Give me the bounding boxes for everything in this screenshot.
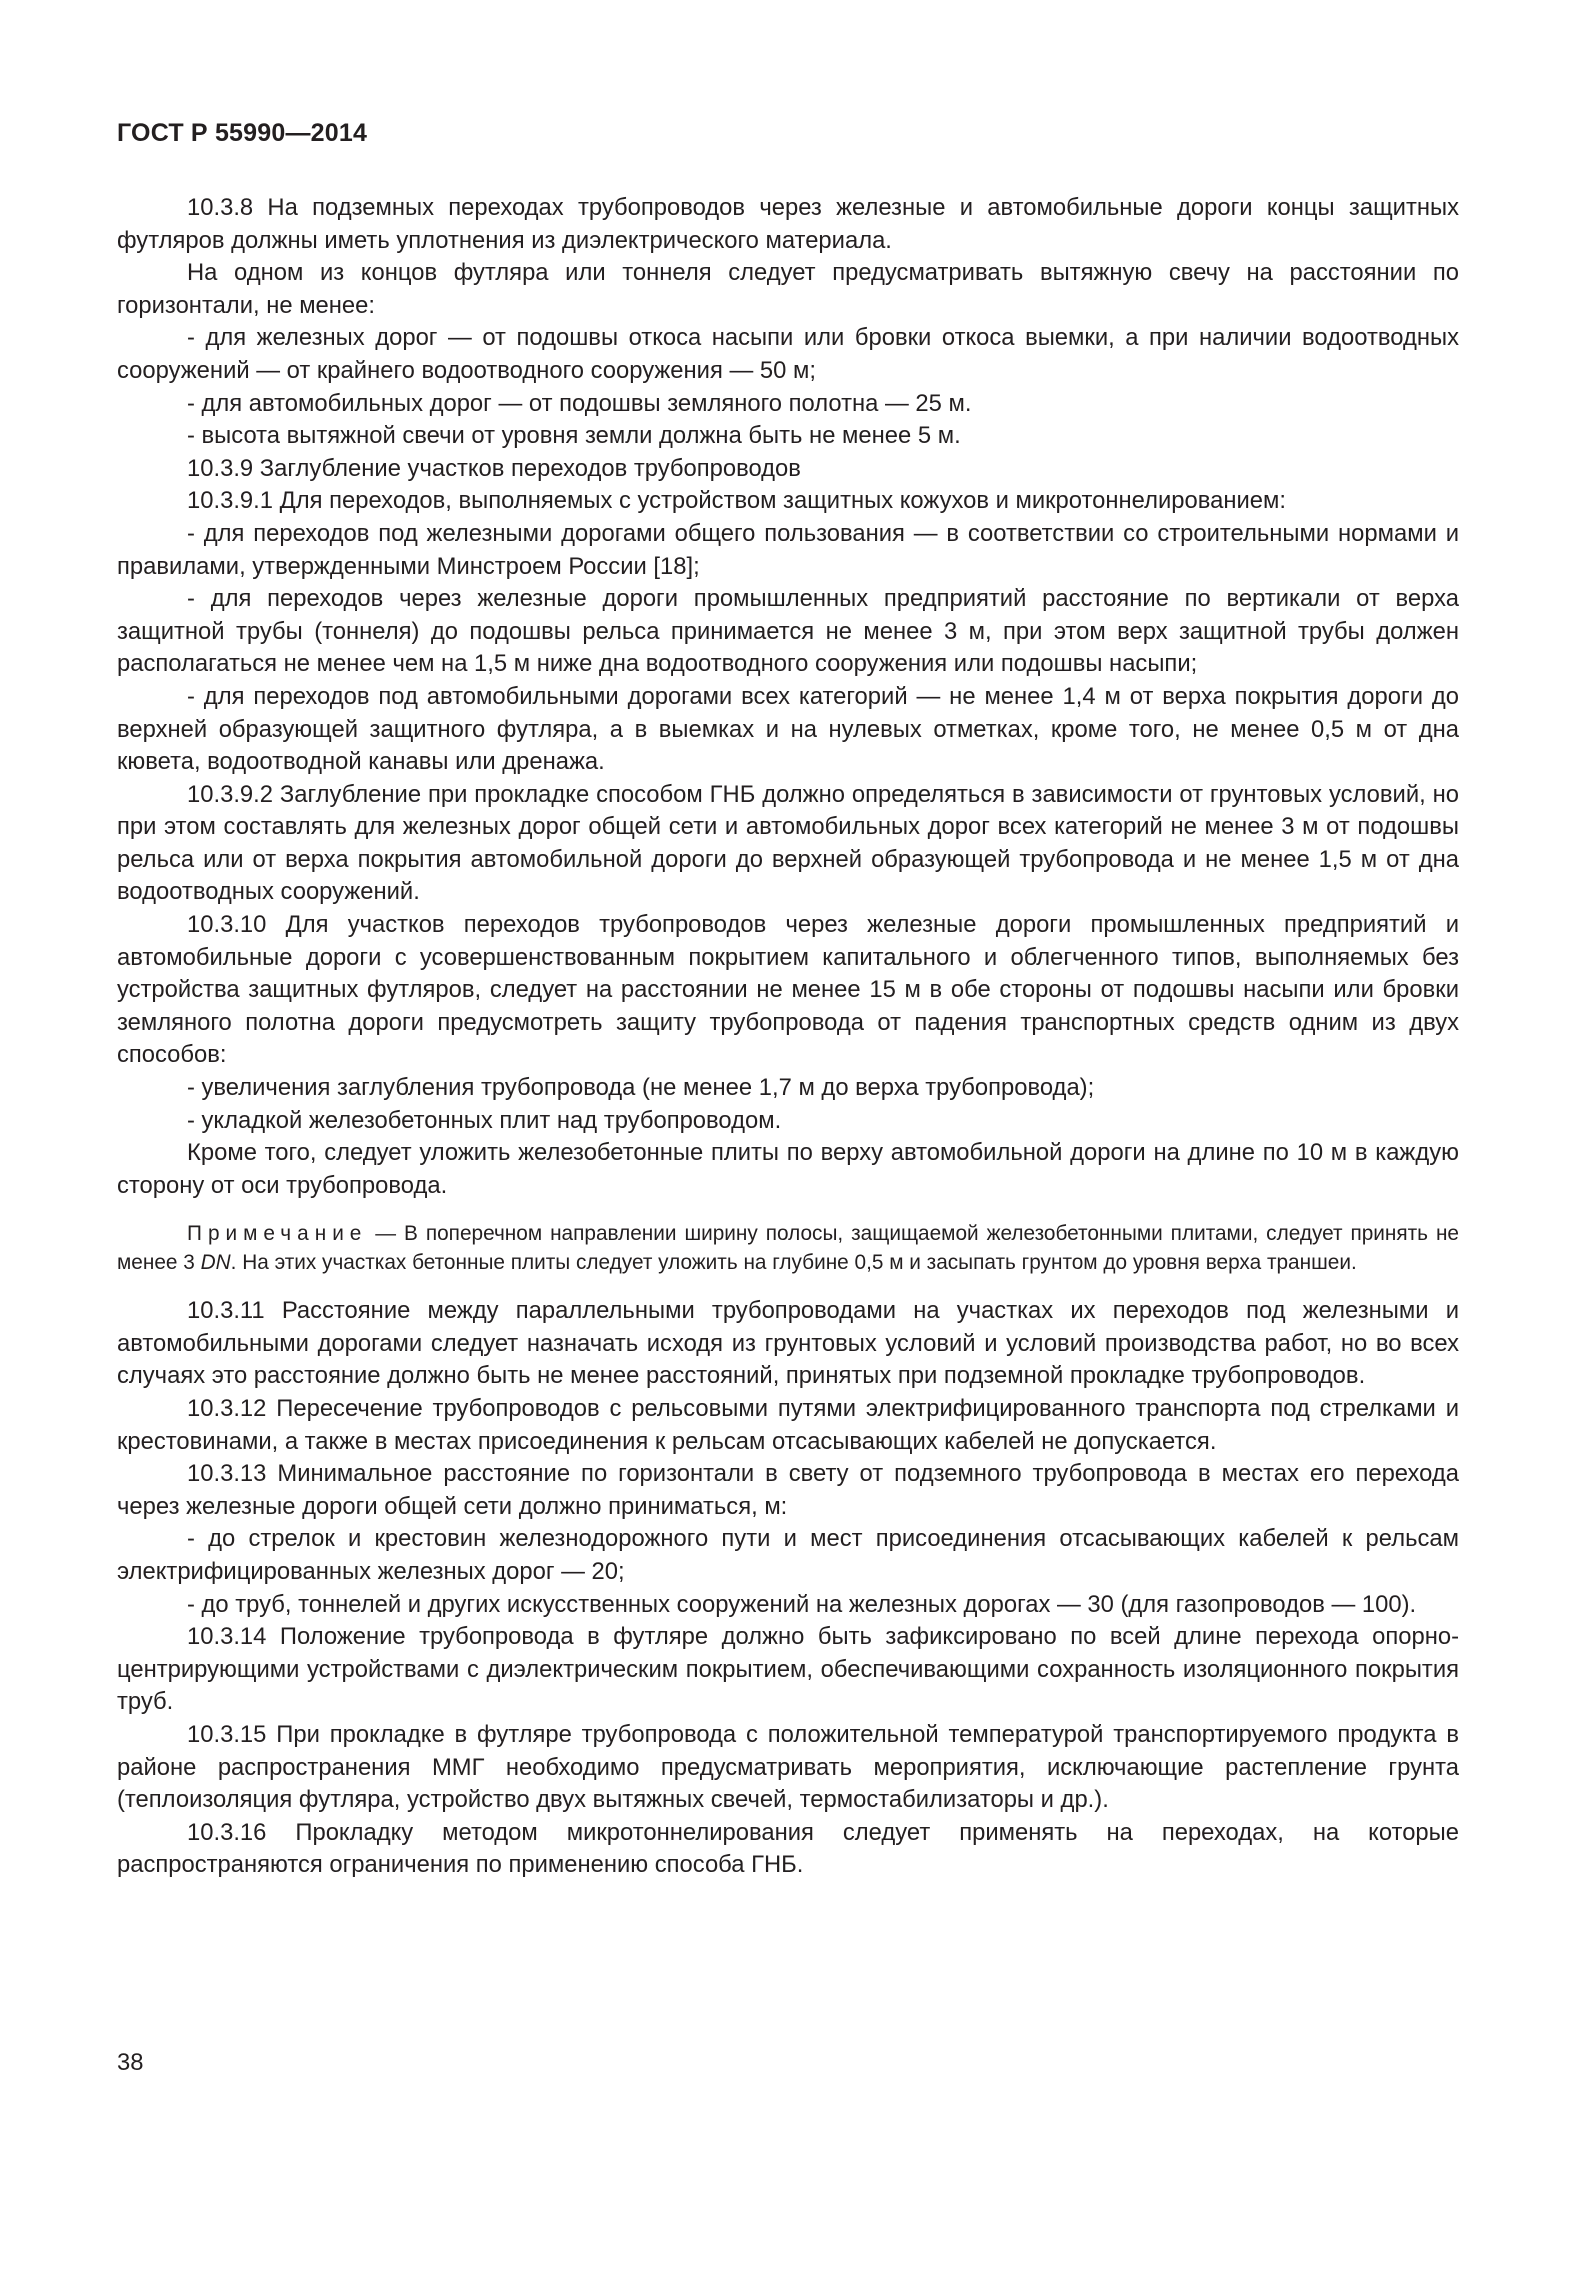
list-item-increase-depth: - увеличения заглубления трубопровода (не менее 1,7 м до верха трубопровода); — [187, 1074, 1095, 1102]
list-item-structures: - до труб, тоннелей и других искусственных сооружений на железных дорогах — 30 (для газопроводов — 100). — [187, 1590, 1417, 1618]
paragraph-10-3-12: 10.3.12 Пересечение трубопроводов с рельсовыми путями электрифицированного транспорта под стрелками и крестовинами, а также в местах присоединения к рельсам отсасывающих кабелей не допускается. — [117, 1395, 1459, 1455]
list-item-switches: - до стрелок и крестовин железнодорожного пути и мест присоединения отсасывающих кабелей к рельсам электрифицированных железных дорог — 20; — [117, 1525, 1459, 1585]
list-item-stack-height: - высота вытяжной свечи от уровня земли должна быть не менее 5 м. — [187, 422, 961, 450]
body-section-1 — [117, 192, 1459, 1202]
note-dn: DN — [200, 1250, 231, 1274]
document-header: ГОСТ Р 55990—2014 — [117, 119, 368, 147]
paragraph-10-3-9-2: 10.3.9.2 Заглубление при прокладке способом ГНБ должно определяться в зависимости от грунтовых условий, но при этом составлять для железных дорог общей сети и автомобильных дорог всех категорий не менее 3 м от подошвы рельса или от верха покрытия автомобильной дороги до верхней образующей трубопровода и не менее 1,5 м от дна водоотводных сооружений. — [117, 780, 1459, 906]
page-number: 38 — [117, 2049, 144, 2076]
note-text-after: . На этих участках бетонные плиты следует уложить на глубине 0,5 м и засыпать грунтом до уровня верха траншеи. — [230, 1250, 1357, 1274]
paragraph-10-3-11: 10.3.11 Расстояние между параллельными трубопроводами на участках их переходов под железными и автомобильными дорогами следует назначать исходя из грунтовых условий и условий производства работ, но во всех случаях это расстояние должно быть не менее расстояний, принятых при подземной прокладке трубопроводов. — [117, 1297, 1459, 1390]
list-item-public-railways: - для переходов под железными дорогами общего пользования — в соответствии со строительными нормами и правилами, утвержденными Минстроем России [18]; — [117, 519, 1459, 580]
list-item-roads: - для автомобильных дорог — от подошвы земляного полотна — 25 м. — [187, 389, 972, 417]
list-item-railways: - для железных дорог — от подошвы откоса насыпи или бровки откоса выемки, а при наличии водоотводных сооружений — от крайнего водоотводного сооружения — 50 м; — [117, 324, 1459, 384]
paragraph-10-3-16: 10.3.16 Прокладку методом микротоннелирования следует применять на переходах, на которые распространяются ограничения по применению способа ГНБ. — [117, 1818, 1459, 1879]
paragraph-vent-stack: На одном из концов футляра или тоннеля следует предусматривать вытяжную свечу на расстоянии по горизонтали, не менее: — [117, 259, 1459, 319]
list-item-concrete-slabs: - укладкой железобетонных плит над трубопроводом. — [187, 1106, 782, 1134]
list-item-all-roads: - для переходов под автомобильными дорогами всех категорий — не менее 1,4 м от верха покрытия дороги до верхней образующей защитного футляра, а в выемках и на нулевых отметках, кроме того, не менее 0,5 м от дна кювета, водоотводной канавы или дренажа. — [117, 682, 1459, 776]
document-page — [117, 118, 1459, 1882]
note-label: Примечание — [187, 1222, 368, 1246]
list-item-industrial-railways: - для переходов через железные дороги промышленных предприятий расстояние по вертикали от верха защитной трубы (тоннеля) до подошвы рельса принимается не менее 3 м, при этом верх защитной трубы должен располагаться не менее чем на 1,5 м ниже дна водоотводного сооружения или подошвы насыпи; — [117, 585, 1459, 678]
paragraph-10-3-13: 10.3.13 Минимальное расстояние по горизонтали в свету от подземного трубопровода в местах его перехода через железные дороги общей сети должно приниматься, м: — [117, 1460, 1459, 1520]
note-text-before: — В поперечном направлении ширину полосы, защищаемой железобетонными плитами, следует принять не менее 3 — [117, 1222, 1459, 1274]
paragraph-10-3-8: 10.3.8 На подземных переходах трубопроводов через железные и автомобильные дороги концы защитных футляров должны иметь уплотнения из диэлектрического материала. — [117, 194, 1459, 254]
paragraph-10-3-14: 10.3.14 Положение трубопровода в футляре должно быть зафиксировано по всей длине перехода опорно-центрирующими устройствами с диэлектрическим покрытием, обеспечивающими сохранность изоляционного покрытия труб. — [117, 1623, 1459, 1716]
body-section-2 — [117, 1295, 1459, 1882]
paragraph-10-3-9: 10.3.9 Заглубление участков переходов трубопроводов — [187, 454, 801, 482]
paragraph-10-3-9-1: 10.3.9.1 Для переходов, выполняемых с устройством защитных кожухов и микротоннелированием: — [187, 487, 1286, 515]
paragraph-10-3-15: 10.3.15 При прокладке в футляре трубопровода с положительной температурой транспортируемого продукта в районе распространения ММГ необходимо предусматривать мероприятия, исключающие растепление грунта (теплоизоляция футляра, устройство двух вытяжных свечей, термостабилизаторы и др.). — [117, 1720, 1459, 1814]
paragraph-10-3-10: 10.3.10 Для участков переходов трубопроводов через железные дороги промышленных предприятий и автомобильные дороги с усовершенствованным покрытием капитального и облегченного типов, выполняемых без устройства защитных футляров, следует на расстоянии не менее 15 м в обе стороны от подошвы насыпи или бровки земляного полотна дороги предусмотреть защиту трубопровода от падения транспортных средств одним из двух способов: — [117, 911, 1459, 1069]
paragraph-slabs-along-road: Кроме того, следует уложить железобетонные плиты по верху автомобильной дороги на длине по 10 м в каждую сторону от оси трубопровода. — [117, 1139, 1459, 1199]
note-block — [117, 1220, 1459, 1277]
